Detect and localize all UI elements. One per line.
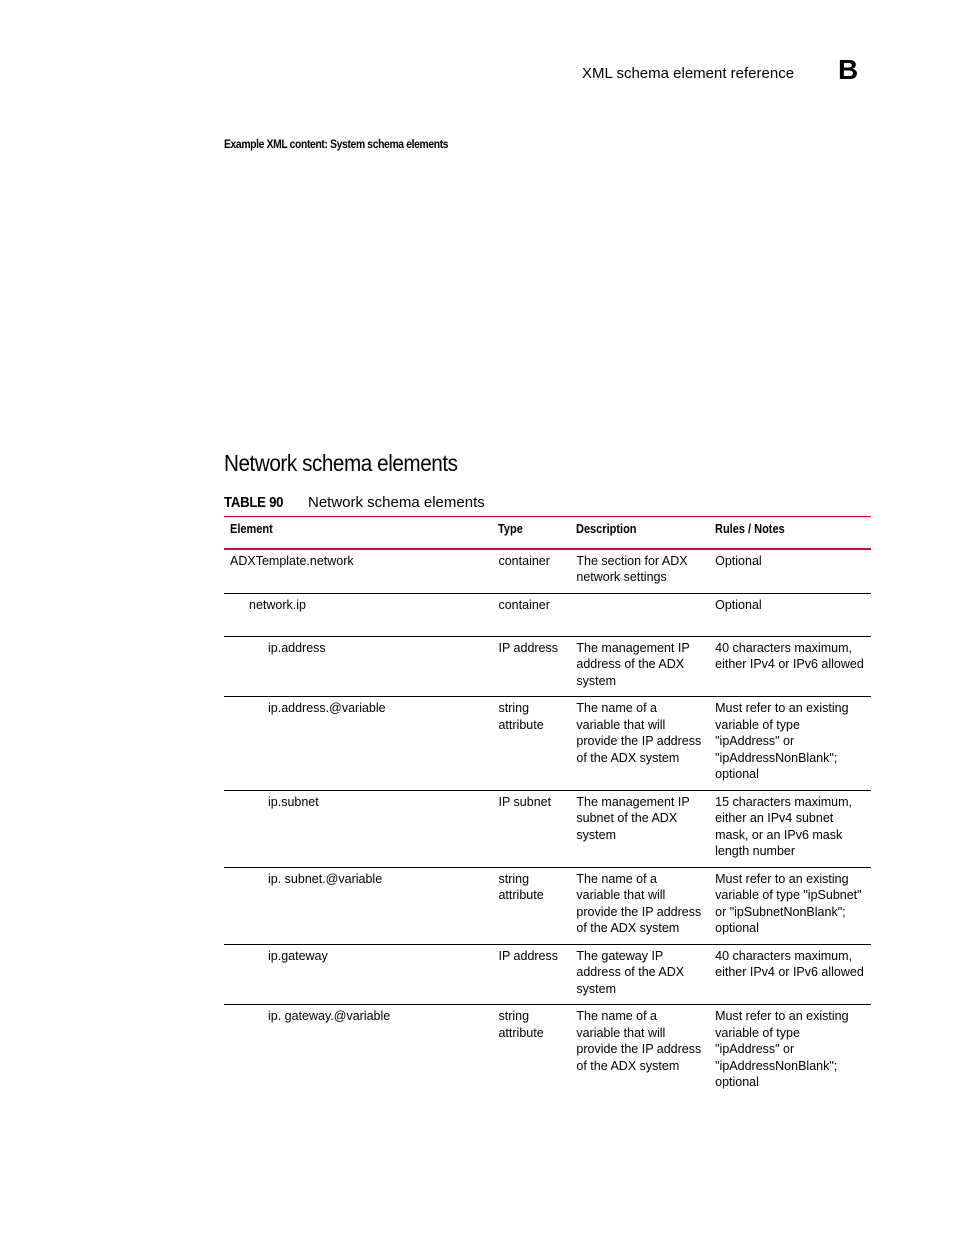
table-row [224,636,871,697]
cell-description: The name of a variable that will provide the IP address of the ADX system [576,1009,702,1073]
running-header-title: XML schema element reference [582,65,795,82]
cell-rules: 15 characters maximum, either an IPv4 subnet mask, or an IPv6 mask length number [709,790,871,867]
cell-description: The gateway IP address of the ADX system [570,944,709,1005]
cell-element: ip.gateway [224,944,492,1005]
cell-element: ADXTemplate.network [224,549,492,594]
cell-type: container [492,593,570,636]
cell-description: The management IP address of the ADX system [570,636,709,697]
cell-rules: Optional [709,593,871,636]
cell-description [570,593,709,636]
cell-element: ip. subnet.@variable [224,867,492,944]
cell-element: ip.address.@variable [224,697,492,791]
table-row [224,944,871,1005]
cell-type: string attribute [492,867,570,944]
example-caption: Example XML content: System schema elements [224,137,449,151]
cell-description: The section for ADX network settings [570,549,709,594]
cell-type: string attribute [498,1009,544,1040]
cell-description: The management IP subnet of the ADX system [570,790,709,867]
table-row [224,867,871,944]
column-header-element: Element [224,517,492,549]
cell-type: string attribute [492,697,570,791]
cell-element: network.ip [224,593,492,636]
cell-element: ip. gateway.@variable [268,1009,391,1023]
column-header-description: Description [570,517,709,549]
cell-description: The name of a variable that will provide the IP address of the ADX system [570,867,709,944]
cell-type: IP address [492,944,570,1005]
cell-type: container [492,549,570,594]
table-row [224,593,871,636]
cell-rules: Must refer to an existing variable of type "ipSubnet" or "ipSubnetNonBlank"; optional [709,867,871,944]
table-header-row [224,517,871,549]
network-schema-table [224,516,871,1098]
cell-rules: Optional [709,549,871,594]
cell-rules: 40 characters maximum, either IPv4 or IPv6 allowed [709,636,871,697]
table-caption [224,494,485,511]
cell-type: IP subnet [492,790,570,867]
cell-type: IP address [492,636,570,697]
table-row [224,790,871,867]
cell-description: The name of a variable that will provide the IP address of the ADX system [570,697,709,791]
table-row [224,697,871,791]
table-body [224,549,871,1098]
section-heading: Network schema elements [224,450,458,476]
cell-rules: 40 characters maximum, either IPv4 or IPv6 allowed [709,944,871,1005]
column-header-type: Type [492,517,570,549]
cell-element: ip.subnet [224,790,492,867]
table-row [224,1005,871,1098]
appendix-letter: B [838,54,859,85]
cell-element: ip.address [224,636,492,697]
table-row [224,549,871,594]
table-title: Network schema elements [308,494,485,511]
cell-rules: Must refer to an existing variable of type "ipAddress" or "ipAddressNonBlank"; optional [709,697,871,791]
cell-rules: Must refer to an existing variable of type "ipAddress" or "ipAddressNonBlank"; optional [715,1009,849,1089]
table-number-label: TABLE 90 [224,494,284,511]
column-header-rules: Rules / Notes [709,517,871,549]
